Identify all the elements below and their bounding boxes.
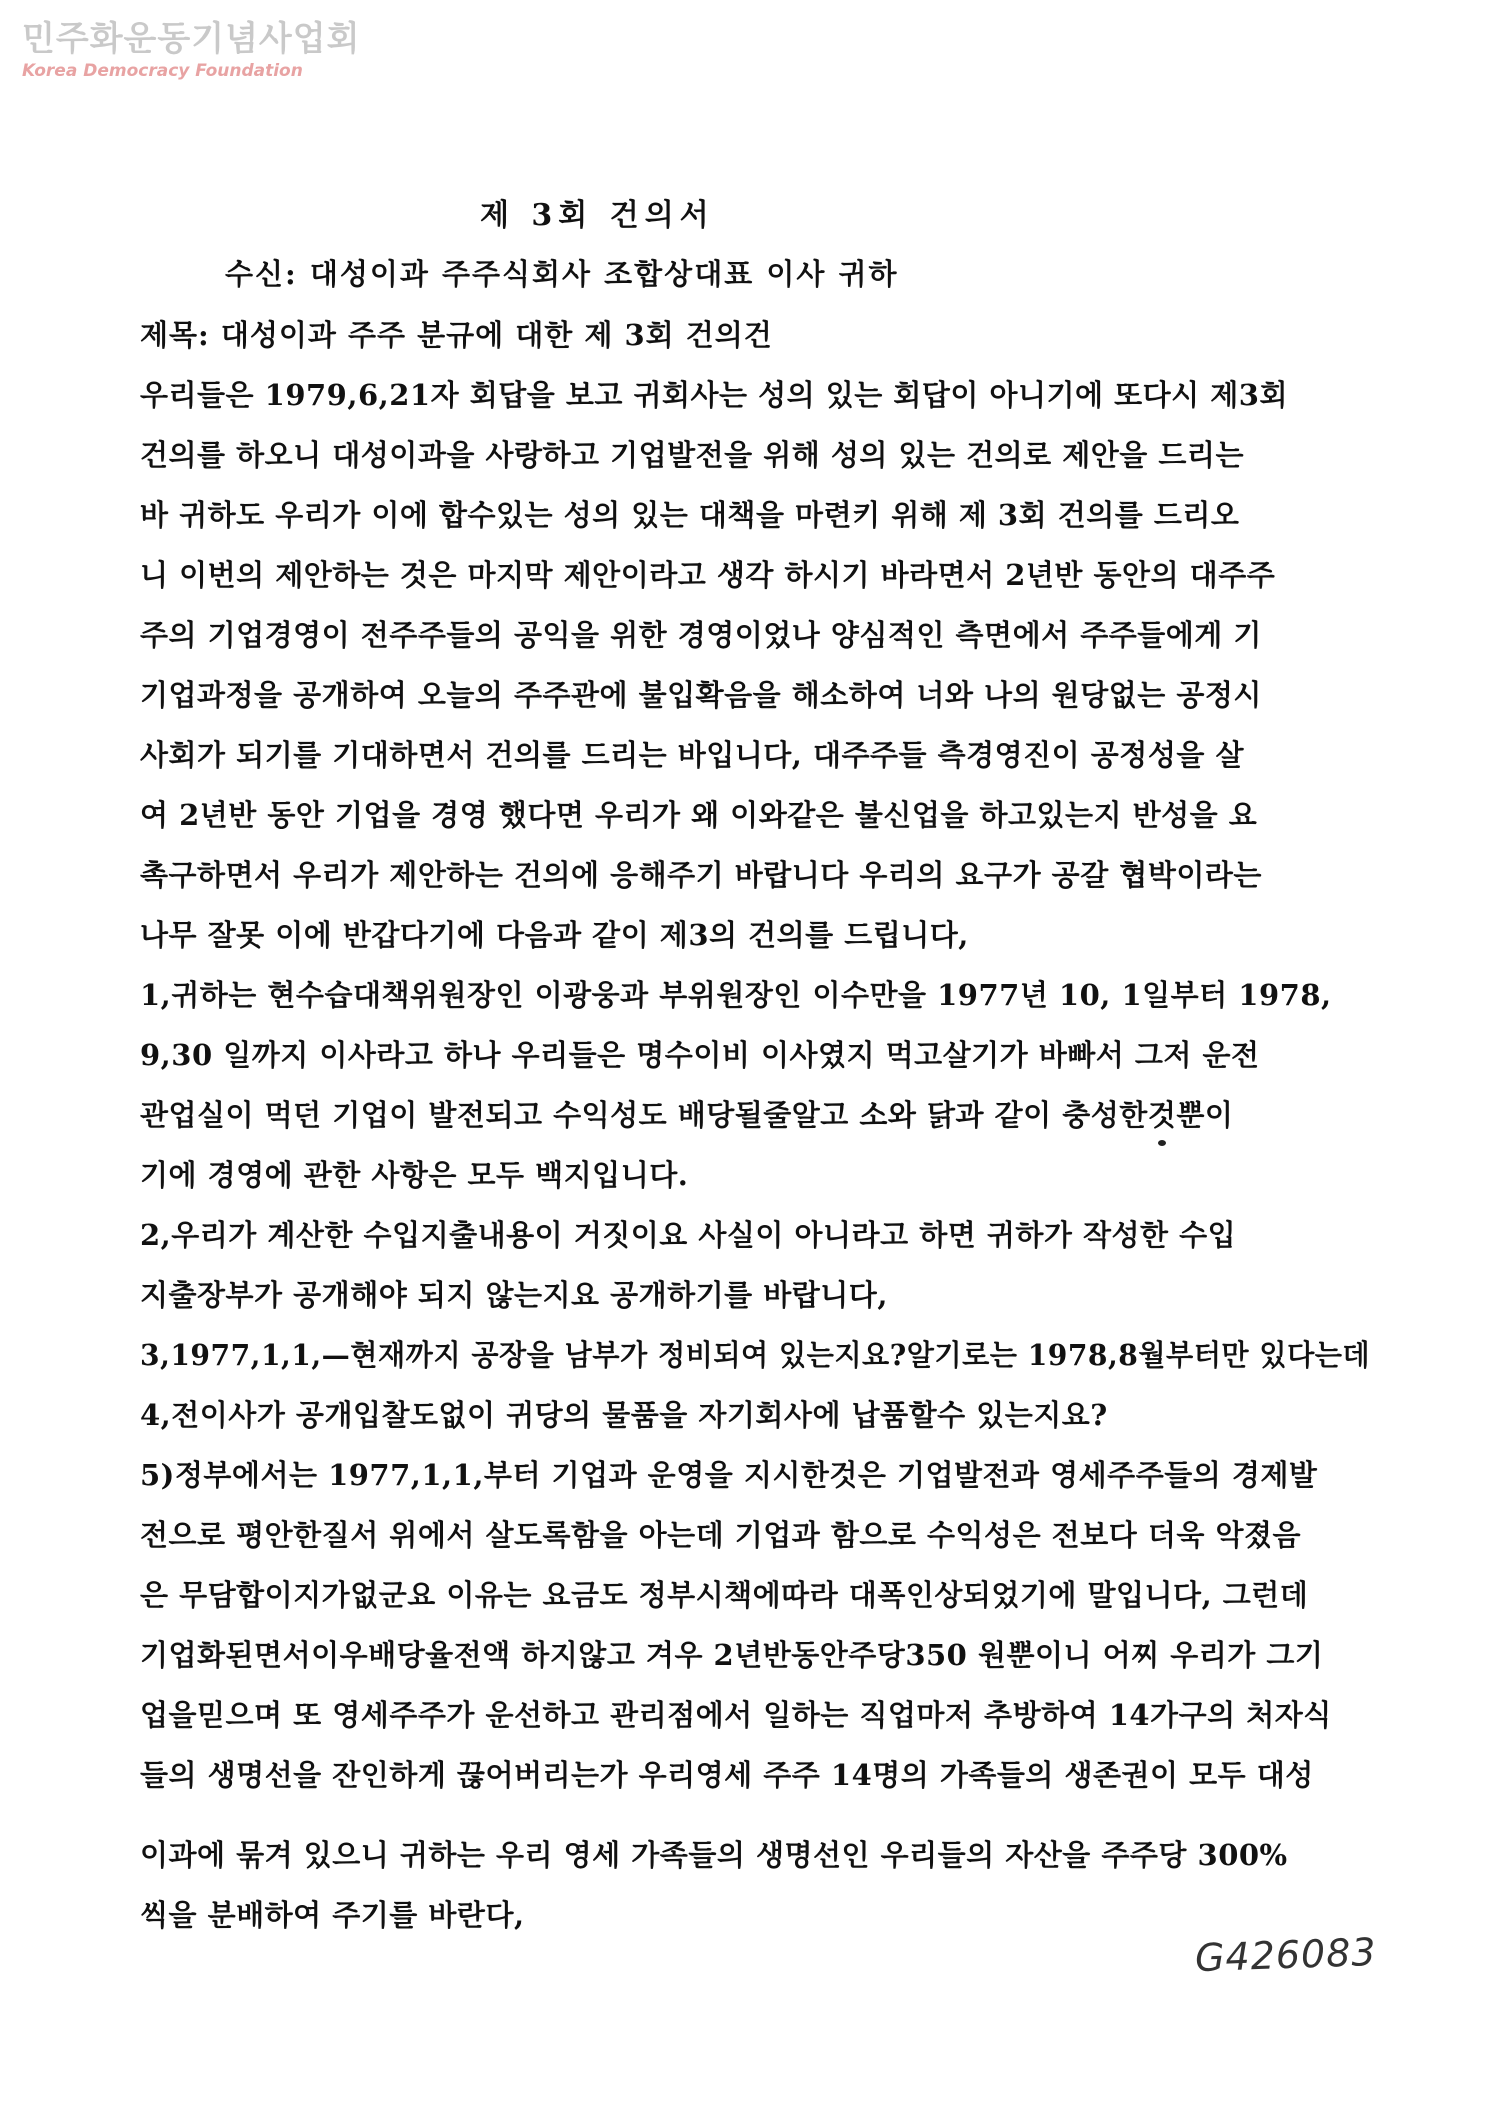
body-line: 9,30 일까지 이사라고 하나 우리들은 명수이비 이사였지 먹고살기가 바빠서 그저 운전	[140, 1038, 1260, 1072]
body-line: 건의를 하오니 대성이과을 사랑하고 기업발전을 위해 성의 있는 건의로 제안을 드리는	[140, 438, 1244, 472]
body-line: 기업화된면서이우배당율전액 하지않고 겨우 2년반동안주당350 원뿐이니 어찌 우리가 그기	[140, 1638, 1324, 1672]
body-line: 니 이번의 제안하는 것은 마지막 제안이라고 생각 하시기 바라면서 2년반 동안의 대주주	[140, 558, 1276, 592]
document-recipient: 수신: 대성이과 주주식회사 조합상대표 이사 귀하	[225, 257, 899, 291]
document-number: G426083	[1194, 1929, 1378, 1981]
ink-dot	[1158, 1140, 1166, 1146]
document-subject: 제목: 대성이과 주주 분규에 대한 제 3회 건의건	[140, 318, 773, 352]
body-line: 4,전이사가 공개입찰도없이 귀당의 물품을 자기회사에 납품할수 있는지요?	[140, 1398, 1108, 1432]
body-line: 우리들은 1979,6,21자 회답을 보고 귀회사는 성의 있는 회답이 아니기에 또다시 제3회	[140, 378, 1289, 412]
body-line: 여 2년반 동안 기업을 경영 했다면 우리가 왜 이와같은 불신업을 하고있는지 반성을 요	[140, 798, 1258, 832]
watermark-english: Korea Democracy Foundation	[22, 61, 303, 81]
body-line: 관업실이 먹던 기업이 발전되고 수익성도 배당될줄알고 소와 닭과 같이 충성한것뿐이	[140, 1098, 1234, 1132]
body-line: 1,귀하는 현수습대책위원장인 이광웅과 부위원장인 이수만을 1977년 10, 1일부터 1978,	[140, 978, 1332, 1012]
body-line: 업을믿으며 또 영세주주가 운선하고 관리점에서 일하는 직업마저 추방하여 14가구의 처자식	[140, 1698, 1332, 1732]
body-line: 은 무담합이지가없군요 이유는 요금도 정부시책에따라 대폭인상되었기에 말입니다, 그런데	[140, 1578, 1309, 1612]
body-line: 촉구하면서 우리가 제안하는 건의에 응해주기 바랍니다 우리의 요구가 공갈 협박이라는	[140, 858, 1262, 892]
body-line: 바 귀하도 우리가 이에 합수있는 성의 있는 대책을 마련키 위해 제 3회 건의를 드리오	[140, 498, 1240, 532]
body-line: 기업과정을 공개하여 오늘의 주주관에 불입확음을 해소하여 너와 나의 원당없는 공정시	[140, 678, 1262, 712]
body-line: 이과에 묶겨 있으니 귀하는 우리 영세 가족들의 생명선인 우리들의 자산을 주주당 300%	[140, 1838, 1288, 1872]
body-line: 기에 경영에 관한 사항은 모두 백지입니다.	[140, 1158, 689, 1192]
body-line: 들의 생명선을 잔인하게 끊어버리는가 우리영세 주주 14명의 가족들의 생존권이 모두 대성	[140, 1758, 1314, 1792]
body-line: 2,우리가 계산한 수입지출내용이 거짓이요 사실이 아니라고 하면 귀하가 작성한 수입	[140, 1218, 1237, 1252]
body-line: 주의 기업경영이 전주주들의 공익을 위한 경영이었나 양심적인 측면에서 주주들에게 기	[140, 618, 1262, 652]
watermark-korean: 민주화운동기념사업회	[22, 19, 361, 59]
body-line: 씩을 분배하여 주기를 바란다,	[140, 1898, 525, 1932]
document-title: 제 3회 건의서	[480, 198, 715, 233]
body-line: 5)정부에서는 1977,1,1,부터 기업과 운영을 지시한것은 기업발전과 영세주주들의 경제발	[140, 1458, 1318, 1492]
body-line: 3,1977,1,1,—현재까지 공장을 남부가 정비되여 있는지요?알기로는 1978,8월부터만 있다는데	[140, 1338, 1371, 1372]
foundation-watermark	[22, 18, 361, 82]
body-line: 지출장부가 공개해야 되지 않는지요 공개하기를 바랍니다,	[140, 1278, 888, 1312]
body-line: 나무 잘못 이에 반갑다기에 다음과 같이 제3의 건의를 드립니다,	[140, 918, 969, 952]
body-line: 사회가 되기를 기대하면서 건의를 드리는 바입니다, 대주주들 측경영진이 공정성을 살	[140, 738, 1244, 772]
body-line: 전으로 평안한질서 위에서 살도록함을 아는데 기업과 함으로 수익성은 전보다 더욱 악졌음	[140, 1518, 1301, 1552]
